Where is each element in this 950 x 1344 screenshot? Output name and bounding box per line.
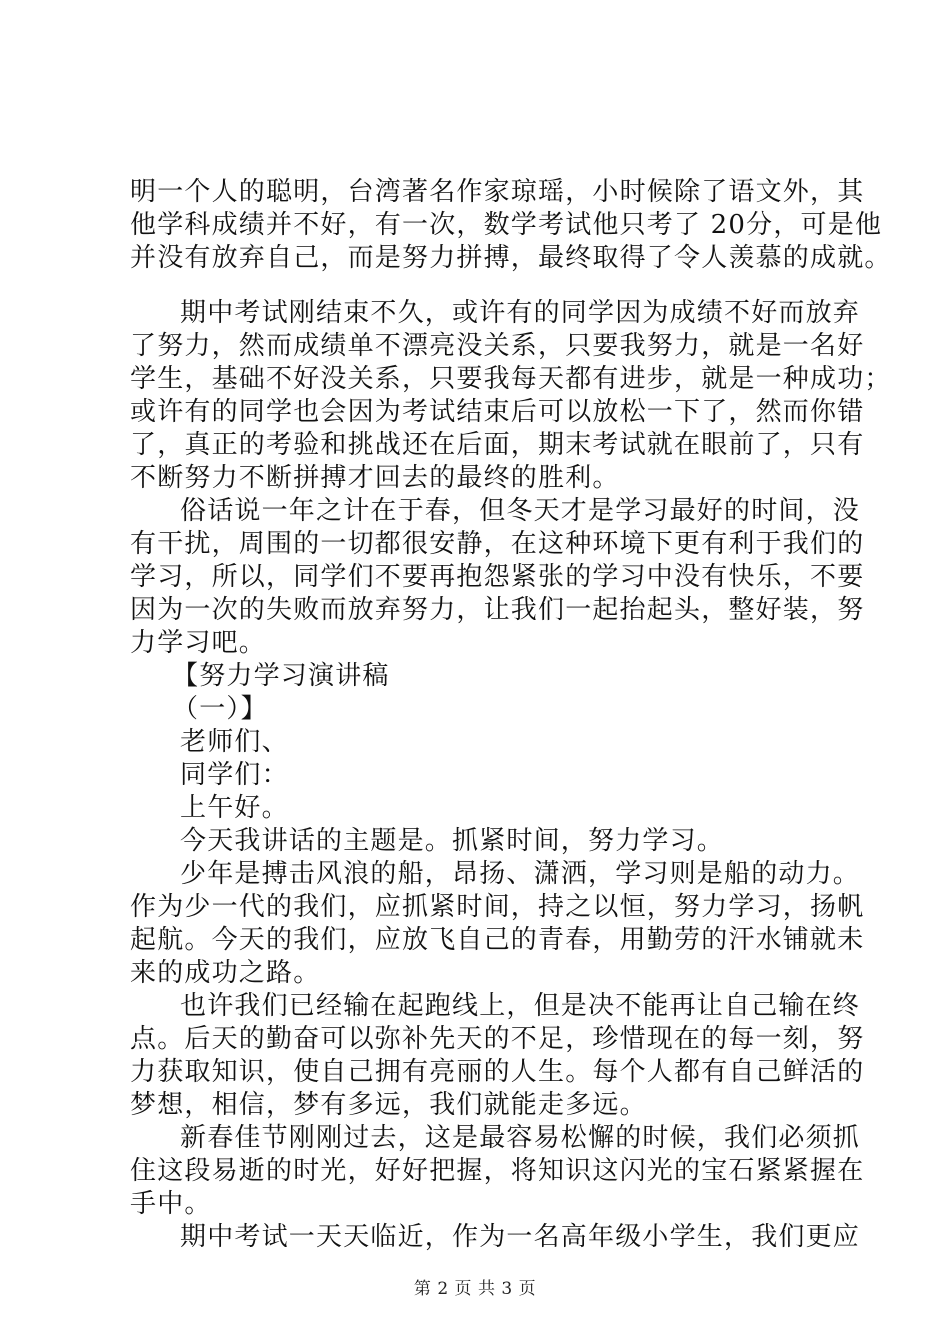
text-line: 并没有放弃自己，而是努力拼搏，最终取得了令人羡慕的成就。 xyxy=(130,243,892,273)
text-line: 住这段易逝的时光，好好把握，将知识这闪光的宝石紧紧握在 xyxy=(130,1156,865,1186)
text-line: 来的成功之路。 xyxy=(130,958,321,988)
text-line: 了努力，然而成绩单不漂亮没关系，只要我努力，就是一名好 xyxy=(130,331,865,361)
text-line: 老师们、 xyxy=(180,727,289,757)
text-line: 作为少一代的我们，应抓紧时间，持之以恒，努力学习，扬帆 xyxy=(130,892,865,922)
text-line: 力学习吧。 xyxy=(130,628,267,658)
text-line: 学生，基础不好没关系，只要我每天都有进步，就是一种成功； xyxy=(130,364,892,394)
text-line: 或许有的同学也会因为考试结束后可以放松一下了，然而你错 xyxy=(130,397,865,427)
text-line: 同学们： xyxy=(180,760,289,790)
section-heading: 【努力学习演讲稿 xyxy=(172,661,390,691)
page-footer: 第 2 页 共 3 页 xyxy=(413,1279,537,1299)
text-line: 因为一次的失败而放弃努力，让我们一起抬起头，整好装，努 xyxy=(130,595,865,625)
text-line: 起航。今天的我们，应放飞自己的青春，用勤劳的汗水铺就未 xyxy=(130,925,865,955)
text-line: 也许我们已经输在起跑线上，但是决不能再让自己输在终 xyxy=(180,991,861,1021)
text-line: 期中考试一天天临近，作为一名高年级小学生，我们更应 xyxy=(180,1222,861,1252)
text-line: 点。后天的勤奋可以弥补先天的不足，珍惜现在的每一刻，努 xyxy=(130,1024,865,1054)
text-line: 梦想，相信，梦有多远，我们就能走多远。 xyxy=(130,1090,647,1120)
text-line: 力获取知识，使自己拥有亮丽的人生。每个人都有自己鲜活的 xyxy=(130,1057,865,1087)
text-line: 新春佳节刚刚过去，这是最容易松懈的时候，我们必须抓 xyxy=(180,1123,861,1153)
text-line: 手中。 xyxy=(130,1189,212,1219)
text-line: 不断努力不断拼搏才回去的最终的胜利。 xyxy=(130,463,620,493)
text-line: 上午好。 xyxy=(180,793,289,823)
text-line: 他学科成绩并不好，有一次，数学考试他只考了 20分，可是他 xyxy=(130,210,883,240)
text-line: 期中考试刚结束不久，或许有的同学因为成绩不好而放弃 xyxy=(180,298,861,328)
text-line: 少年是搏击风浪的船，昂扬、潇洒，学习则是船的动力。 xyxy=(180,859,861,889)
text-line: 学习，所以，同学们不要再抱怨紧张的学习中没有快乐，不要 xyxy=(130,562,865,592)
text-line: 今天我讲话的主题是。抓紧时间，努力学习。 xyxy=(180,826,725,856)
section-heading: （一）】 xyxy=(172,694,268,724)
text-line: 有干扰，周围的一切都很安静，在这种环境下更有利于我们的 xyxy=(130,529,865,559)
text-line: 了，真正的考验和挑战还在后面，期末考试就在眼前了，只有 xyxy=(130,430,865,460)
text-line: 俗话说一年之计在于春，但冬天才是学习最好的时间，没 xyxy=(180,496,861,526)
text-line: 明一个人的聪明，台湾著名作家琼瑶，小时候除了语文外，其 xyxy=(130,177,865,207)
